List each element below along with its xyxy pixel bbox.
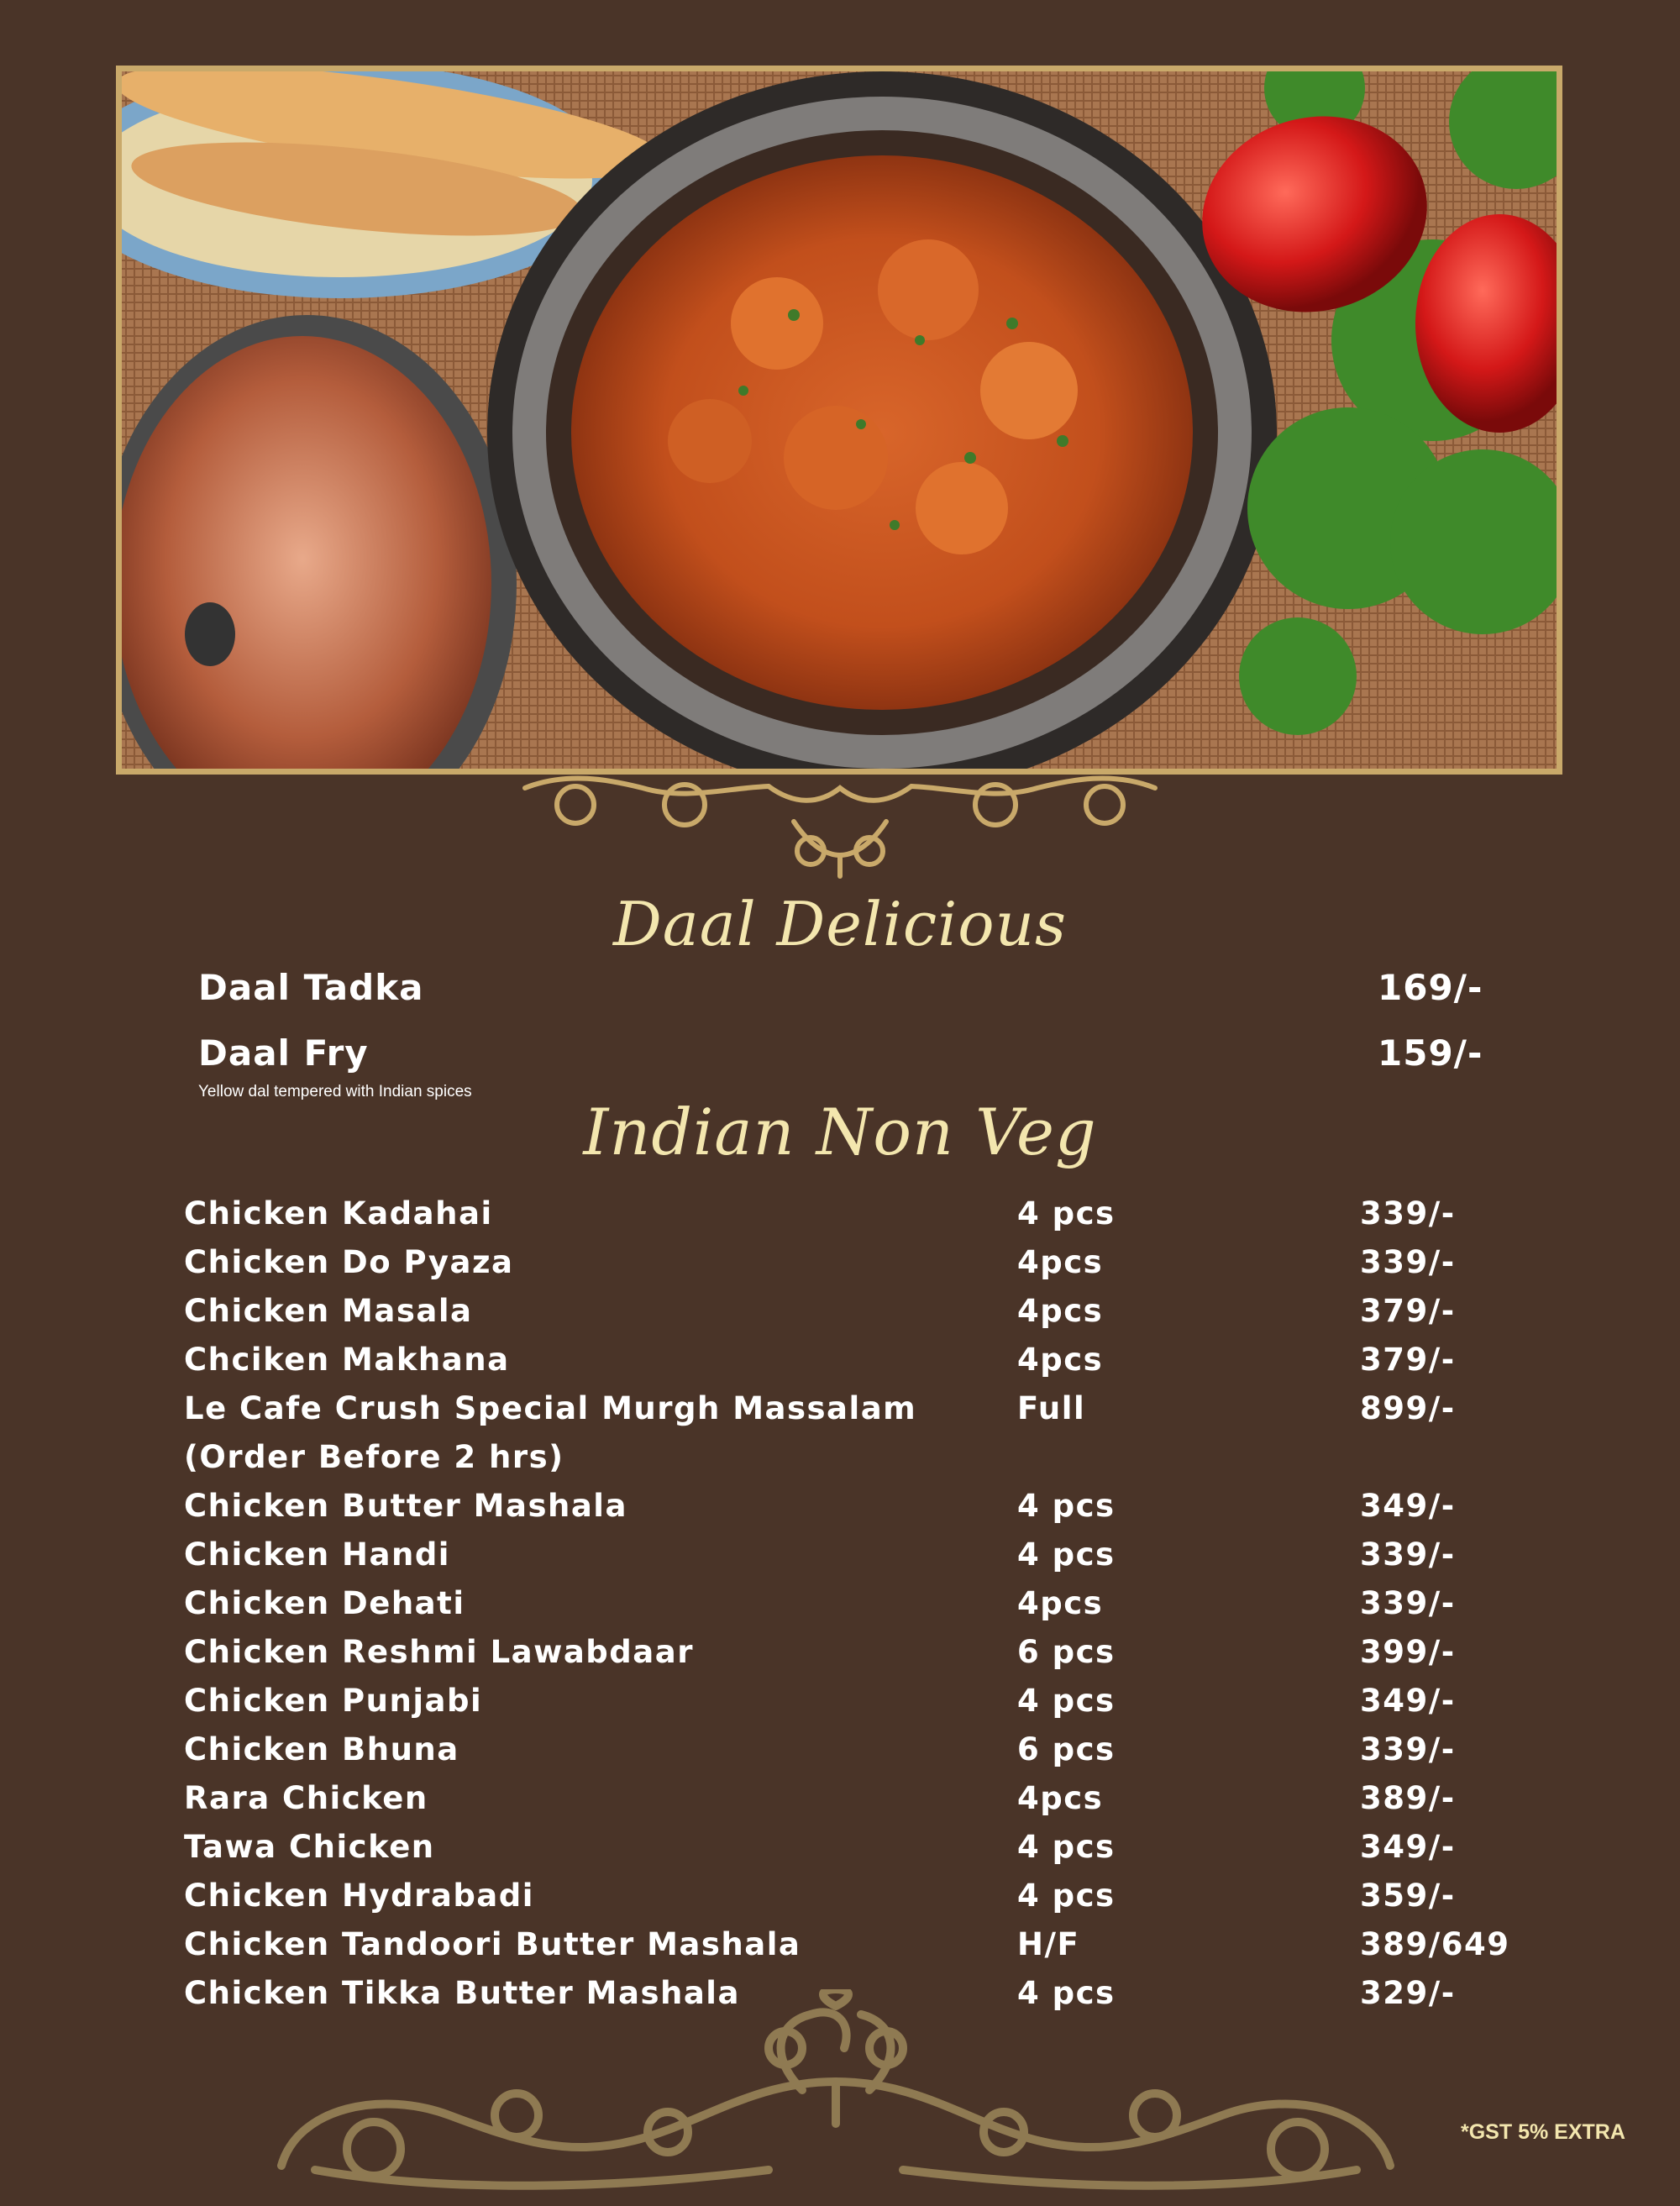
item-price: 349/-: [1360, 1488, 1456, 1524]
item-qty: 4 pcs: [1017, 1536, 1116, 1573]
curry-bowl-illustration: [122, 71, 1557, 769]
item-name: Chicken Dehati: [184, 1585, 465, 1621]
item-price: 389/-: [1360, 1780, 1456, 1816]
item-name: Chicken Hydrabadi: [184, 1878, 534, 1914]
item-qty: 4 pcs: [1017, 1878, 1116, 1914]
item-qty: 4pcs: [1017, 1585, 1104, 1621]
table-row: [184, 1439, 1528, 1486]
table-row: [184, 1244, 1528, 1291]
section-heading-daal: Daal Delicious: [613, 889, 1067, 959]
top-ornament: [517, 771, 1163, 880]
item-name: Chicken Handi: [184, 1536, 450, 1573]
item-qty: Full: [1017, 1390, 1086, 1426]
gst-note: *GST 5% EXTRA: [1461, 2120, 1625, 2144]
table-row: [184, 1342, 1528, 1389]
item-name: Tawa Chicken: [184, 1829, 435, 1865]
item-qty: 4 pcs: [1017, 1195, 1116, 1232]
item-price: 339/-: [1360, 1731, 1456, 1767]
item-qty: 4pcs: [1017, 1342, 1104, 1378]
item-price: 899/-: [1360, 1390, 1456, 1426]
bottom-ornament: [265, 1989, 1407, 2199]
item-name: Rara Chicken: [184, 1780, 428, 1816]
table-row: [184, 1585, 1528, 1632]
item-name: Chicken Tandoori Butter Mashala: [184, 1926, 801, 1962]
list-item: [198, 967, 1509, 1017]
item-price: 349/-: [1360, 1829, 1456, 1865]
item-name: Daal Tadka: [198, 967, 424, 1008]
item-qty: 4 pcs: [1017, 1683, 1116, 1719]
item-name: Chicken Masala: [184, 1293, 473, 1329]
item-price: 379/-: [1360, 1342, 1456, 1378]
item-qty: 4pcs: [1017, 1780, 1104, 1816]
item-price: 339/-: [1360, 1195, 1456, 1232]
section-heading-nonveg: Indian Non Veg: [583, 1095, 1097, 1169]
item-price: 379/-: [1360, 1293, 1456, 1329]
item-price: 349/-: [1360, 1683, 1456, 1719]
item-qty: 4pcs: [1017, 1244, 1104, 1280]
item-qty: H/F: [1017, 1926, 1080, 1962]
table-row: [184, 1293, 1528, 1340]
item-qty: 6 pcs: [1017, 1731, 1116, 1767]
item-name: Chicken Tikka Butter Mashala: [184, 1975, 740, 2011]
item-price: 339/-: [1360, 1244, 1456, 1280]
item-name: Daal Fry: [198, 1032, 369, 1074]
table-row: [184, 1926, 1528, 1973]
item-price: 159/-: [1378, 1032, 1483, 1074]
table-row: [184, 1731, 1528, 1778]
item-name: Le Cafe Crush Special Murgh Massalam: [184, 1390, 917, 1426]
table-row: [184, 1390, 1528, 1437]
item-name: Chicken Bhuna: [184, 1731, 459, 1767]
item-price: 169/-: [1378, 967, 1483, 1008]
item-price: 389/649: [1360, 1926, 1510, 1962]
item-name: Chicken Reshmi Lawabdaar: [184, 1634, 694, 1670]
item-name: Chicken Kadahai: [184, 1195, 493, 1232]
item-price: 339/-: [1360, 1585, 1456, 1621]
table-row: [184, 1634, 1528, 1681]
table-row: [184, 1488, 1528, 1535]
item-price: 359/-: [1360, 1878, 1456, 1914]
table-row: [184, 1683, 1528, 1730]
item-description: Yellow dal tempered with Indian spices: [198, 1083, 472, 1100]
item-qty: 6 pcs: [1017, 1634, 1116, 1670]
item-name: Chicken Butter Mashala: [184, 1488, 627, 1524]
food-photo: [116, 66, 1562, 775]
item-name: Chciken Makhana: [184, 1342, 510, 1378]
item-qty: 4 pcs: [1017, 1488, 1116, 1524]
item-price: 329/-: [1360, 1975, 1456, 2011]
table-row: [184, 1780, 1528, 1827]
table-row: [184, 1878, 1528, 1925]
table-row: [184, 1195, 1528, 1242]
item-qty: 4 pcs: [1017, 1829, 1116, 1865]
item-name: Chicken Punjabi: [184, 1683, 483, 1719]
item-name: (Order Before 2 hrs): [184, 1439, 564, 1475]
table-row: [184, 1829, 1528, 1876]
table-row: [184, 1536, 1528, 1584]
item-qty: 4 pcs: [1017, 1975, 1116, 2011]
list-item: [198, 1032, 1509, 1083]
item-price: 339/-: [1360, 1536, 1456, 1573]
item-name: Chicken Do Pyaza: [184, 1244, 514, 1280]
item-qty: 4pcs: [1017, 1293, 1104, 1329]
item-price: 399/-: [1360, 1634, 1456, 1670]
